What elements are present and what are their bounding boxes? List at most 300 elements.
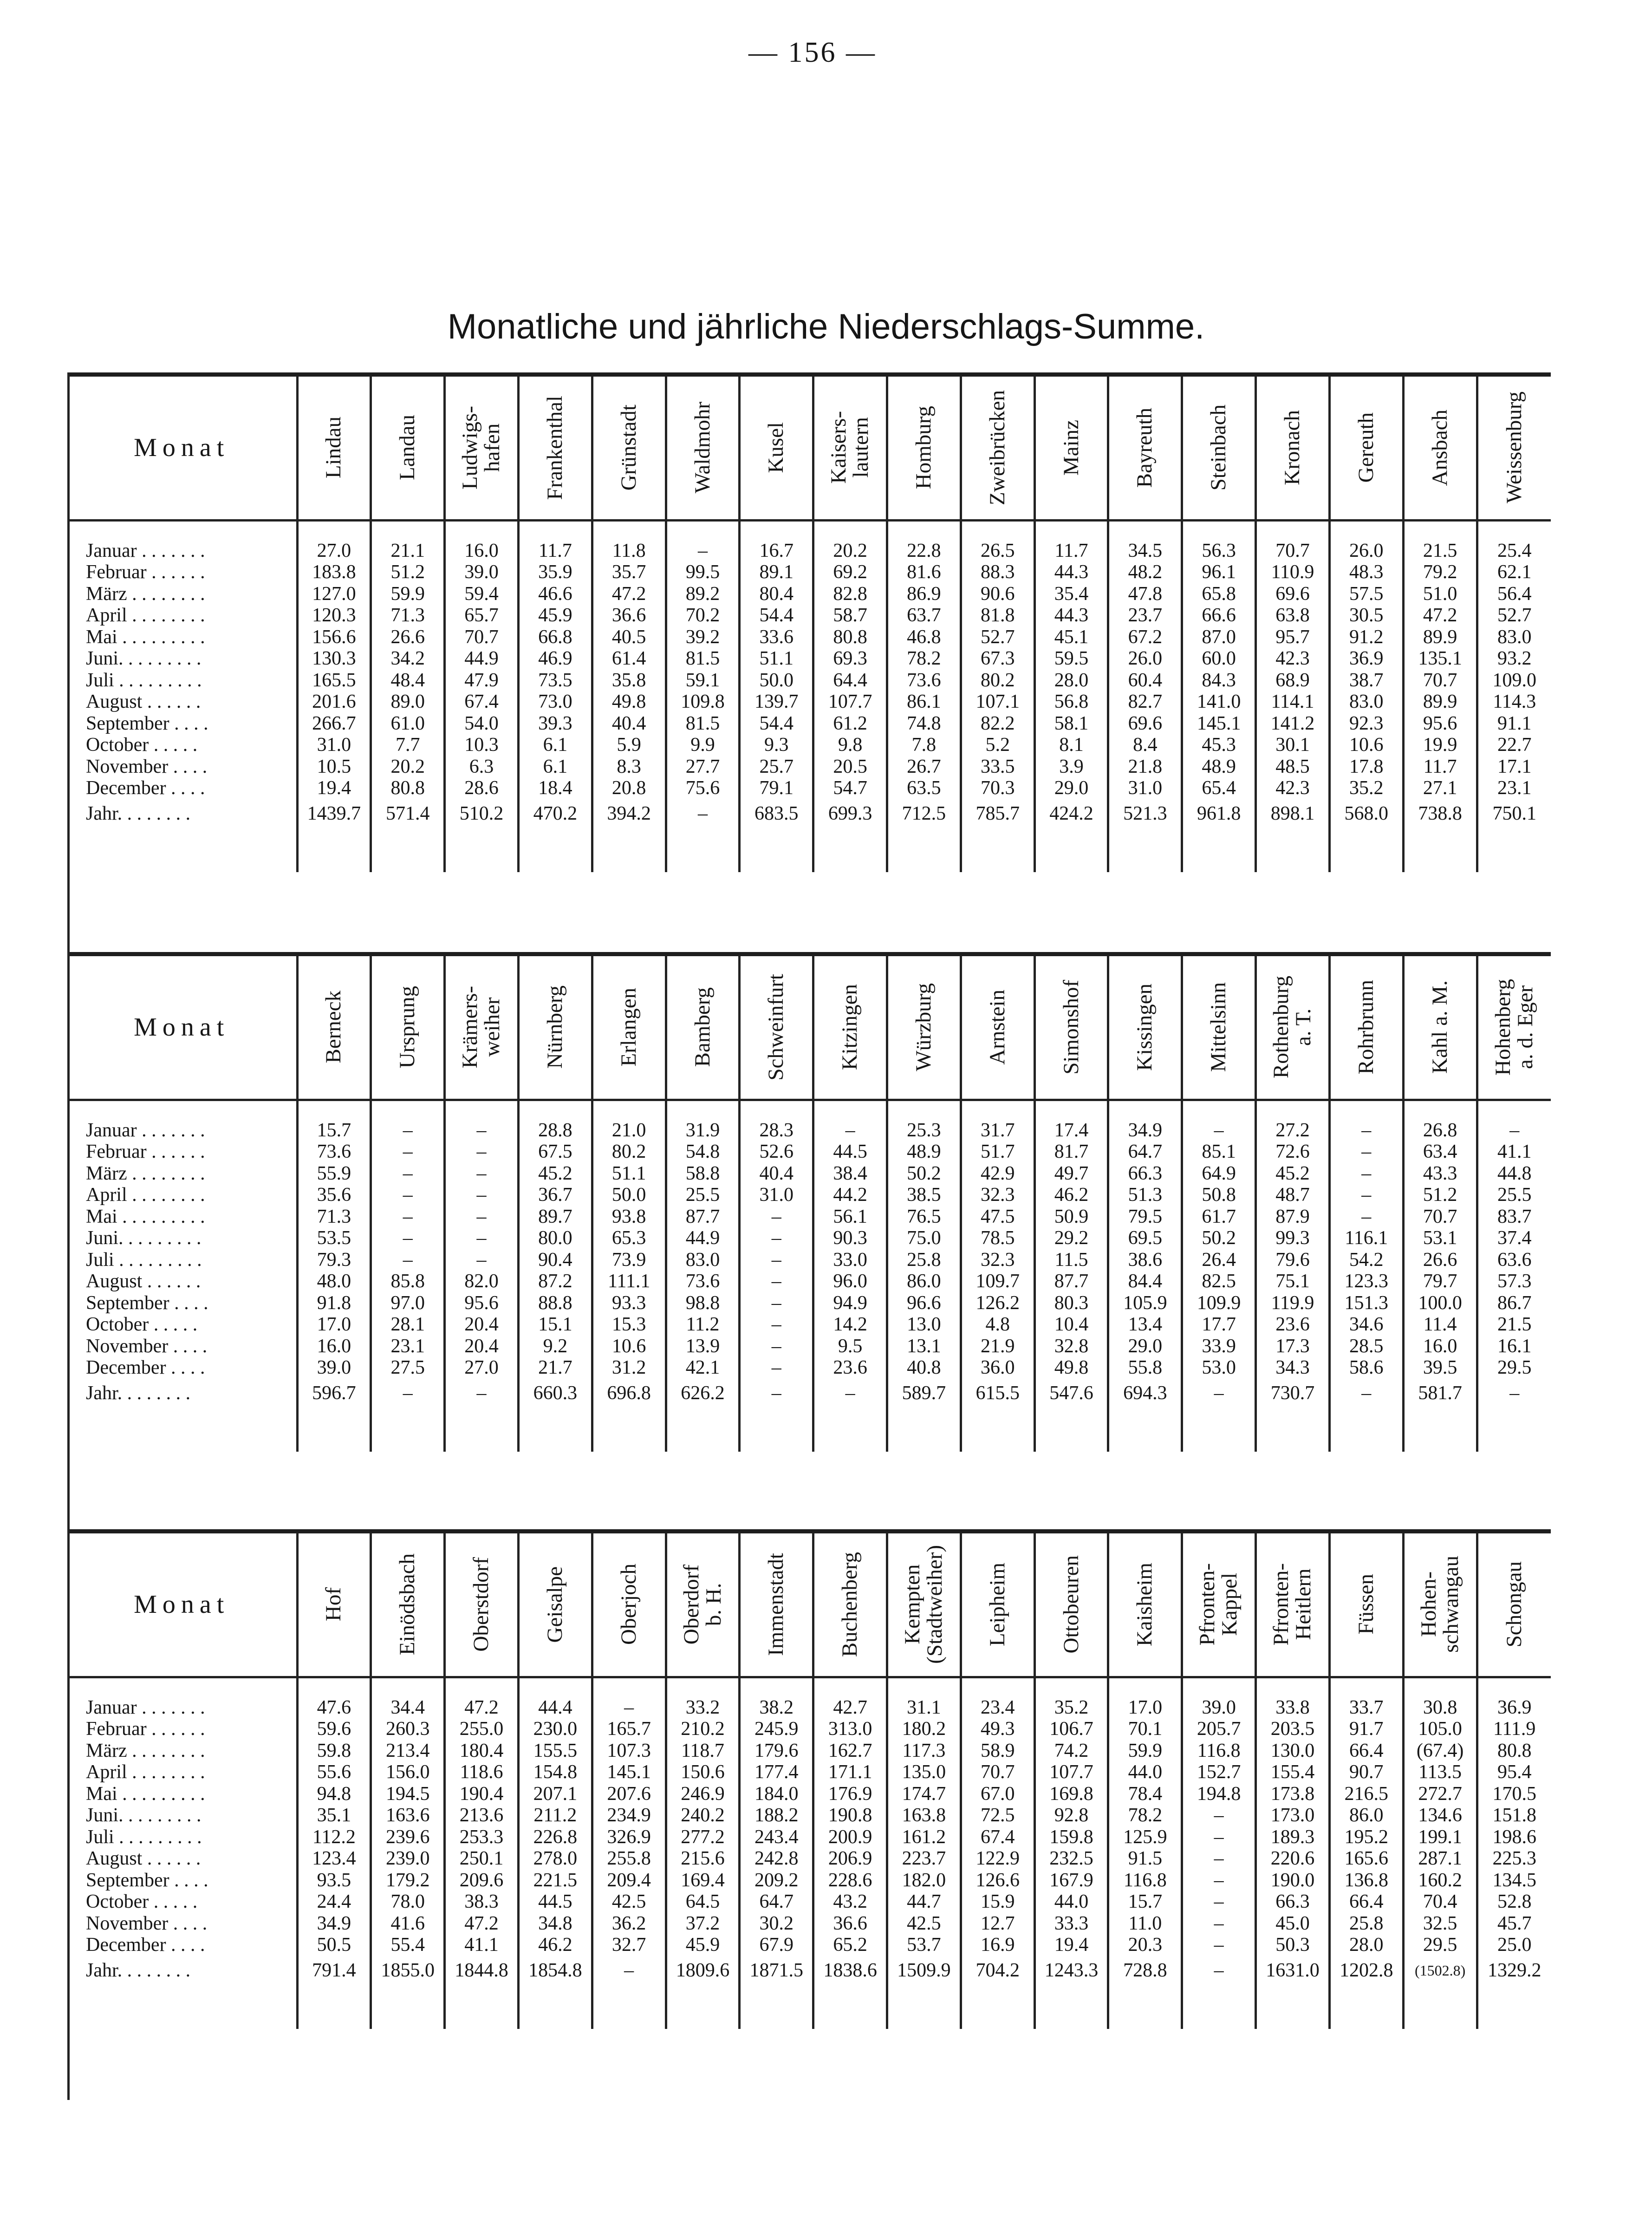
value-cell: 27.1 <box>1403 777 1477 799</box>
value-cell: 44.4 <box>518 1697 592 1719</box>
value-cell: 89.9 <box>1403 691 1477 713</box>
station-name: Oberstdorf <box>469 1557 494 1652</box>
month-label: Jahr. . . . . . . . <box>86 1382 191 1404</box>
value-cell: 79.2 <box>1403 561 1477 583</box>
value-cell: 93.3 <box>592 1292 666 1314</box>
spacer-cell <box>1256 828 1330 872</box>
value-cell: 57.3 <box>1477 1271 1551 1292</box>
value-cell: 70.7 <box>961 1761 1034 1783</box>
month-label: August . . . . . . <box>86 1271 201 1292</box>
spacer-cell <box>592 1985 666 2029</box>
value-cell: 156.0 <box>371 1761 445 1783</box>
value-cell: 86.7 <box>1477 1292 1551 1314</box>
value-cell: 55.6 <box>297 1761 371 1783</box>
value-cell: 126.6 <box>961 1870 1034 1891</box>
month-label: März . . . . . . . . <box>86 583 205 605</box>
spacer-cell <box>887 1408 961 1452</box>
spacer-cell <box>1329 1100 1403 1120</box>
month-label: Juni. . . . . . . . . <box>86 648 202 669</box>
value-cell: 44.9 <box>666 1227 740 1249</box>
value-cell: 58.7 <box>813 605 887 626</box>
value-cell: 1871.5 <box>740 1956 813 1985</box>
value-cell: 45.9 <box>666 1934 740 1956</box>
table-block-3 <box>67 1533 1551 2029</box>
spacer-cell <box>445 828 519 872</box>
value-cell: – <box>1182 1826 1256 1848</box>
value-cell: 105.9 <box>1108 1292 1182 1314</box>
spacer-cell <box>592 1100 666 1120</box>
value-cell: 23.6 <box>813 1357 887 1379</box>
station-column-header <box>1034 1533 1108 1677</box>
value-cell: 85.1 <box>1182 1141 1256 1163</box>
value-cell: 34.9 <box>1108 1120 1182 1141</box>
value-cell: 69.2 <box>813 561 887 583</box>
value-cell: – <box>1329 1184 1403 1206</box>
value-cell: 470.2 <box>518 799 592 828</box>
value-cell: – <box>445 1184 519 1206</box>
spacer-cell <box>592 828 666 872</box>
station-column-header <box>1256 956 1330 1100</box>
value-cell: 80.8 <box>371 777 445 799</box>
value-cell: 199.1 <box>1403 1826 1477 1848</box>
value-cell: 59.5 <box>1034 648 1108 670</box>
value-cell: 49.3 <box>961 1718 1034 1740</box>
value-cell: 15.9 <box>961 1891 1034 1913</box>
value-cell: 42.7 <box>813 1697 887 1719</box>
station-name: Geisalpe <box>542 1566 567 1643</box>
value-cell: 63.4 <box>1403 1141 1477 1163</box>
table-row <box>67 713 1551 735</box>
value-cell: 48.3 <box>1329 561 1403 583</box>
value-cell: 696.8 <box>592 1379 666 1408</box>
value-cell: 116.8 <box>1108 1870 1182 1891</box>
month-label: November . . . . <box>86 1335 208 1357</box>
value-cell: – <box>1477 1379 1551 1408</box>
spacer-cell <box>1034 520 1108 540</box>
value-cell: – <box>371 1206 445 1228</box>
value-cell: 82.2 <box>961 713 1034 735</box>
value-cell: 35.6 <box>297 1184 371 1206</box>
value-cell: 80.8 <box>1477 1740 1551 1762</box>
value-cell: 17.1 <box>1477 756 1551 778</box>
value-cell: 198.6 <box>1477 1826 1551 1848</box>
month-label: Juli . . . . . . . . . <box>86 1249 202 1271</box>
station-name: Simonshof <box>1059 979 1083 1075</box>
station-name: Kitzingen <box>838 984 862 1070</box>
station-name: Hof <box>321 1587 346 1622</box>
month-label: April . . . . . . . . <box>86 1184 205 1206</box>
value-cell: 71.3 <box>371 605 445 626</box>
table-row <box>67 1870 1551 1891</box>
value-cell: 59.9 <box>371 583 445 605</box>
value-cell: 91.5 <box>1108 1848 1182 1870</box>
value-cell: 45.0 <box>1256 1913 1330 1935</box>
value-cell: 32.3 <box>961 1184 1034 1206</box>
value-cell: 615.5 <box>961 1379 1034 1408</box>
value-cell: 70.7 <box>445 626 519 648</box>
value-cell: 107.7 <box>813 691 887 713</box>
value-cell: 50.2 <box>887 1163 961 1185</box>
value-cell: 34.3 <box>1256 1357 1330 1379</box>
table-row <box>67 1336 1551 1357</box>
station-column-header <box>445 376 519 520</box>
value-cell: 16.1 <box>1477 1336 1551 1357</box>
station-column-header <box>1329 376 1403 520</box>
value-cell: 239.0 <box>371 1848 445 1870</box>
value-cell: 94.8 <box>297 1783 371 1805</box>
value-cell: 11.7 <box>518 540 592 562</box>
value-cell: 17.0 <box>1108 1697 1182 1719</box>
table-row <box>67 1913 1551 1935</box>
value-cell: 56.3 <box>1182 540 1256 562</box>
value-cell: 27.7 <box>666 756 740 778</box>
value-cell: 699.3 <box>813 799 887 828</box>
value-cell: 39.3 <box>518 713 592 735</box>
month-label: März . . . . . . . . <box>86 1740 205 1761</box>
value-cell: 141.0 <box>1182 691 1256 713</box>
value-cell: 253.3 <box>445 1826 519 1848</box>
table-row <box>67 1891 1551 1913</box>
value-cell: 194.5 <box>371 1783 445 1805</box>
value-cell: 67.5 <box>518 1141 592 1163</box>
value-cell: – <box>1182 1870 1256 1891</box>
spacer-row <box>67 1408 1551 1452</box>
station-column-header <box>518 1533 592 1677</box>
value-cell: 240.2 <box>666 1805 740 1826</box>
month-label: April . . . . . . . . <box>86 1761 205 1783</box>
value-cell: – <box>371 1379 445 1408</box>
spacer-cell <box>1108 1100 1182 1120</box>
value-cell: 64.4 <box>813 670 887 691</box>
value-cell: 791.4 <box>297 1956 371 1985</box>
spacer-cell <box>666 1677 740 1697</box>
value-cell: 28.8 <box>518 1120 592 1141</box>
value-cell: 13.4 <box>1108 1314 1182 1336</box>
value-cell: 87.7 <box>666 1206 740 1228</box>
month-label: Mai . . . . . . . . . <box>86 626 205 648</box>
value-cell: 44.9 <box>445 648 519 670</box>
value-cell: 49.8 <box>1034 1357 1108 1379</box>
page-title: Monatliche und jährliche Niederschlags-Summe. <box>447 307 1205 346</box>
value-cell: 188.2 <box>740 1805 813 1826</box>
value-cell: 23.6 <box>1256 1314 1330 1336</box>
value-cell: 81.5 <box>666 713 740 735</box>
value-cell: 203.5 <box>1256 1718 1330 1740</box>
spacer-cell <box>445 1408 519 1452</box>
value-cell: 81.6 <box>887 561 961 583</box>
value-cell: 69.3 <box>813 648 887 670</box>
value-cell: 11.0 <box>1108 1913 1182 1935</box>
value-cell: 80.2 <box>961 670 1034 691</box>
value-cell: 10.6 <box>1329 734 1403 756</box>
value-cell: 78.5 <box>961 1227 1034 1249</box>
value-cell: 125.9 <box>1108 1826 1182 1848</box>
value-cell: 11.5 <box>1034 1249 1108 1271</box>
spacer-cell <box>1256 1985 1330 2029</box>
value-cell: 79.1 <box>740 777 813 799</box>
value-cell: 107.7 <box>1034 1761 1108 1783</box>
spacer-cell <box>1329 1677 1403 1697</box>
station-name: Kaisheim <box>1132 1562 1157 1646</box>
value-cell: 53.1 <box>1403 1227 1477 1249</box>
month-label: Februar . . . . . . <box>86 1718 205 1740</box>
value-cell: 182.0 <box>887 1870 961 1891</box>
value-cell: 21.7 <box>518 1357 592 1379</box>
value-cell: 4.8 <box>961 1314 1034 1336</box>
value-cell: 207.6 <box>592 1783 666 1805</box>
value-cell: – <box>445 1141 519 1163</box>
value-cell: 194.8 <box>1182 1783 1256 1805</box>
spacer-cell <box>1329 1408 1403 1452</box>
value-cell: 250.1 <box>445 1848 519 1870</box>
spacer-cell <box>887 520 961 540</box>
value-cell: 111.1 <box>592 1271 666 1292</box>
value-cell: 581.7 <box>1403 1379 1477 1408</box>
station-name: Mainz <box>1059 419 1083 476</box>
table-row <box>67 1120 1551 1141</box>
value-cell: 46.9 <box>518 648 592 670</box>
value-cell: 34.4 <box>371 1697 445 1719</box>
value-cell: 1202.8 <box>1329 1956 1403 1985</box>
precipitation-table <box>67 956 1551 1452</box>
value-cell: 58.6 <box>1329 1357 1403 1379</box>
value-cell: 29.0 <box>1108 1336 1182 1357</box>
value-cell: – <box>592 1956 666 1985</box>
value-cell: 207.1 <box>518 1783 592 1805</box>
value-cell: 61.4 <box>592 648 666 670</box>
value-cell: 7.8 <box>887 734 961 756</box>
month-label: October . . . . . <box>86 1891 198 1912</box>
value-cell: 33.5 <box>961 756 1034 778</box>
station-name: Erlangen <box>616 987 641 1067</box>
spacer-cell <box>1403 1985 1477 2029</box>
value-cell: 571.4 <box>371 799 445 828</box>
station-name: Pfronten- Kappel <box>1195 1563 1242 1646</box>
value-cell: 67.0 <box>961 1783 1034 1805</box>
value-cell: 21.0 <box>592 1120 666 1141</box>
value-cell: 38.2 <box>740 1697 813 1719</box>
value-cell: 36.9 <box>1477 1697 1551 1719</box>
value-cell: 122.9 <box>961 1848 1034 1870</box>
spacer-cell <box>666 828 740 872</box>
value-cell: 44.0 <box>1034 1891 1108 1913</box>
value-cell: 28.0 <box>1329 1934 1403 1956</box>
value-cell: 106.7 <box>1034 1718 1108 1740</box>
value-cell: 23.1 <box>371 1336 445 1357</box>
value-cell: 165.5 <box>297 670 371 691</box>
value-cell: 118.7 <box>666 1740 740 1762</box>
value-cell: 260.3 <box>371 1718 445 1740</box>
value-cell: 87.9 <box>1256 1206 1330 1228</box>
value-cell: 660.3 <box>518 1379 592 1408</box>
value-cell: 130.0 <box>1256 1740 1330 1762</box>
value-cell: 19.4 <box>297 777 371 799</box>
spacer-cell <box>813 520 887 540</box>
station-name: Ursprung <box>395 985 420 1069</box>
spacer-cell <box>740 1408 813 1452</box>
value-cell: 62.1 <box>1477 561 1551 583</box>
value-cell: – <box>740 1379 813 1408</box>
value-cell: 43.2 <box>813 1891 887 1913</box>
spacer-cell <box>887 1100 961 1120</box>
value-cell: 232.5 <box>1034 1848 1108 1870</box>
value-cell: 67.9 <box>740 1934 813 1956</box>
month-label: August . . . . . . <box>86 1848 201 1869</box>
value-cell: 51.0 <box>1403 583 1477 605</box>
value-cell: 246.9 <box>666 1783 740 1805</box>
value-cell: 183.8 <box>297 561 371 583</box>
value-cell: 41.1 <box>1477 1141 1551 1163</box>
value-cell: – <box>1477 1120 1551 1141</box>
value-cell: 80.8 <box>813 626 887 648</box>
value-cell: 221.5 <box>518 1870 592 1891</box>
value-cell: 33.3 <box>1034 1913 1108 1935</box>
value-cell: 51.7 <box>961 1141 1034 1163</box>
value-cell: 704.2 <box>961 1956 1034 1985</box>
value-cell: 155.5 <box>518 1740 592 1762</box>
year-total-row <box>67 1956 1551 1985</box>
value-cell: 78.4 <box>1108 1783 1182 1805</box>
value-cell: 521.3 <box>1108 799 1182 828</box>
value-cell: 70.7 <box>1403 670 1477 691</box>
value-cell: 79.7 <box>1403 1271 1477 1292</box>
month-label: August . . . . . . <box>86 691 201 712</box>
value-cell: 25.0 <box>1477 1934 1551 1956</box>
value-cell: 9.2 <box>518 1336 592 1357</box>
month-label: December . . . . <box>86 1357 205 1378</box>
station-name: Pfronten- Heitlern <box>1269 1563 1315 1646</box>
value-cell: 79.3 <box>297 1249 371 1271</box>
station-column-header <box>592 1533 666 1677</box>
value-cell: 53.0 <box>1182 1357 1256 1379</box>
value-cell: 41.1 <box>445 1934 519 1956</box>
value-cell: 90.7 <box>1329 1761 1403 1783</box>
value-cell: 56.8 <box>1034 691 1108 713</box>
month-label: October . . . . . <box>86 1314 198 1335</box>
value-cell: 33.9 <box>1182 1336 1256 1357</box>
spacer-cell <box>371 520 445 540</box>
station-column-header <box>1108 956 1182 1100</box>
value-cell: 28.5 <box>1329 1336 1403 1357</box>
value-cell: – <box>1329 1379 1403 1408</box>
value-cell: 61.0 <box>371 713 445 735</box>
station-column-header <box>666 376 740 520</box>
spacer-cell <box>445 1677 519 1697</box>
value-cell: 15.7 <box>1108 1891 1182 1913</box>
value-cell: 272.7 <box>1403 1783 1477 1805</box>
value-cell: 36.7 <box>518 1184 592 1206</box>
station-column-header <box>1108 376 1182 520</box>
value-cell: 1855.0 <box>371 1956 445 1985</box>
value-cell: 47.2 <box>445 1697 519 1719</box>
value-cell: 17.8 <box>1329 756 1403 778</box>
table-row <box>67 1292 1551 1314</box>
value-cell: 234.9 <box>592 1805 666 1826</box>
value-cell: 11.8 <box>592 540 666 562</box>
spacer-cell <box>1403 1677 1477 1697</box>
value-cell: 31.0 <box>740 1184 813 1206</box>
value-cell: 91.8 <box>297 1292 371 1314</box>
value-cell: 127.0 <box>297 583 371 605</box>
spacer-cell <box>1108 520 1182 540</box>
value-cell: 170.5 <box>1477 1783 1551 1805</box>
value-cell: 37.4 <box>1477 1227 1551 1249</box>
table-row <box>67 540 1551 562</box>
station-column-header <box>887 956 961 1100</box>
value-cell: 91.7 <box>1329 1718 1403 1740</box>
year-total-row <box>67 799 1551 828</box>
month-label: Juli . . . . . . . . . <box>86 1826 202 1848</box>
station-column-header <box>666 1533 740 1677</box>
value-cell: 83.0 <box>666 1249 740 1271</box>
value-cell: 44.8 <box>1477 1163 1551 1185</box>
station-name: Nürnberg <box>542 985 567 1069</box>
value-cell: 63.7 <box>887 605 961 626</box>
table-row <box>67 734 1551 756</box>
spacer-cell <box>592 1408 666 1452</box>
value-cell: 47.6 <box>297 1697 371 1719</box>
value-cell: 76.5 <box>887 1206 961 1228</box>
value-cell: 81.8 <box>961 605 1034 626</box>
value-cell: – <box>371 1249 445 1271</box>
value-cell: 278.0 <box>518 1848 592 1870</box>
value-cell: 12.7 <box>961 1913 1034 1935</box>
value-cell: 126.2 <box>961 1292 1034 1314</box>
value-cell: – <box>813 1120 887 1141</box>
value-cell: – <box>666 540 740 562</box>
value-cell: 32.5 <box>1403 1913 1477 1935</box>
value-cell: 547.6 <box>1034 1379 1108 1408</box>
value-cell: 89.0 <box>371 691 445 713</box>
value-cell: 70.3 <box>961 777 1034 799</box>
value-cell: 31.2 <box>592 1357 666 1379</box>
value-cell: 220.6 <box>1256 1848 1330 1870</box>
value-cell: 109.7 <box>961 1271 1034 1292</box>
month-label: Januar . . . . . . . <box>86 1119 205 1141</box>
value-cell: 17.7 <box>1182 1314 1256 1336</box>
month-label: Mai . . . . . . . . . <box>86 1206 205 1227</box>
spacer-cell <box>1034 828 1108 872</box>
spacer-cell <box>1403 520 1477 540</box>
table-row <box>67 777 1551 799</box>
value-cell: 39.0 <box>1182 1697 1256 1719</box>
station-name: Schongau <box>1502 1561 1526 1648</box>
value-cell: 42.9 <box>961 1163 1034 1185</box>
value-cell: 16.7 <box>740 540 813 562</box>
value-cell: 154.8 <box>518 1761 592 1783</box>
value-cell: 326.9 <box>592 1826 666 1848</box>
value-cell: 176.9 <box>813 1783 887 1805</box>
station-column-header <box>1329 1533 1403 1677</box>
spacer-cell <box>961 1100 1034 1120</box>
value-cell: 61.7 <box>1182 1206 1256 1228</box>
station-column-header <box>961 1533 1034 1677</box>
station-column-header <box>1329 956 1403 1100</box>
value-cell: 9.8 <box>813 734 887 756</box>
value-cell: 39.2 <box>666 626 740 648</box>
value-cell: 44.5 <box>518 1891 592 1913</box>
value-cell: 11.4 <box>1403 1314 1477 1336</box>
value-cell: 48.9 <box>887 1141 961 1163</box>
value-cell: 42.1 <box>666 1357 740 1379</box>
value-cell: 150.6 <box>666 1761 740 1783</box>
spacer-cell <box>740 1985 813 2029</box>
value-cell: 96.6 <box>887 1292 961 1314</box>
value-cell: 36.0 <box>961 1357 1034 1379</box>
value-cell: 10.6 <box>592 1336 666 1357</box>
value-cell: 50.0 <box>592 1184 666 1206</box>
value-cell: 313.0 <box>813 1718 887 1740</box>
